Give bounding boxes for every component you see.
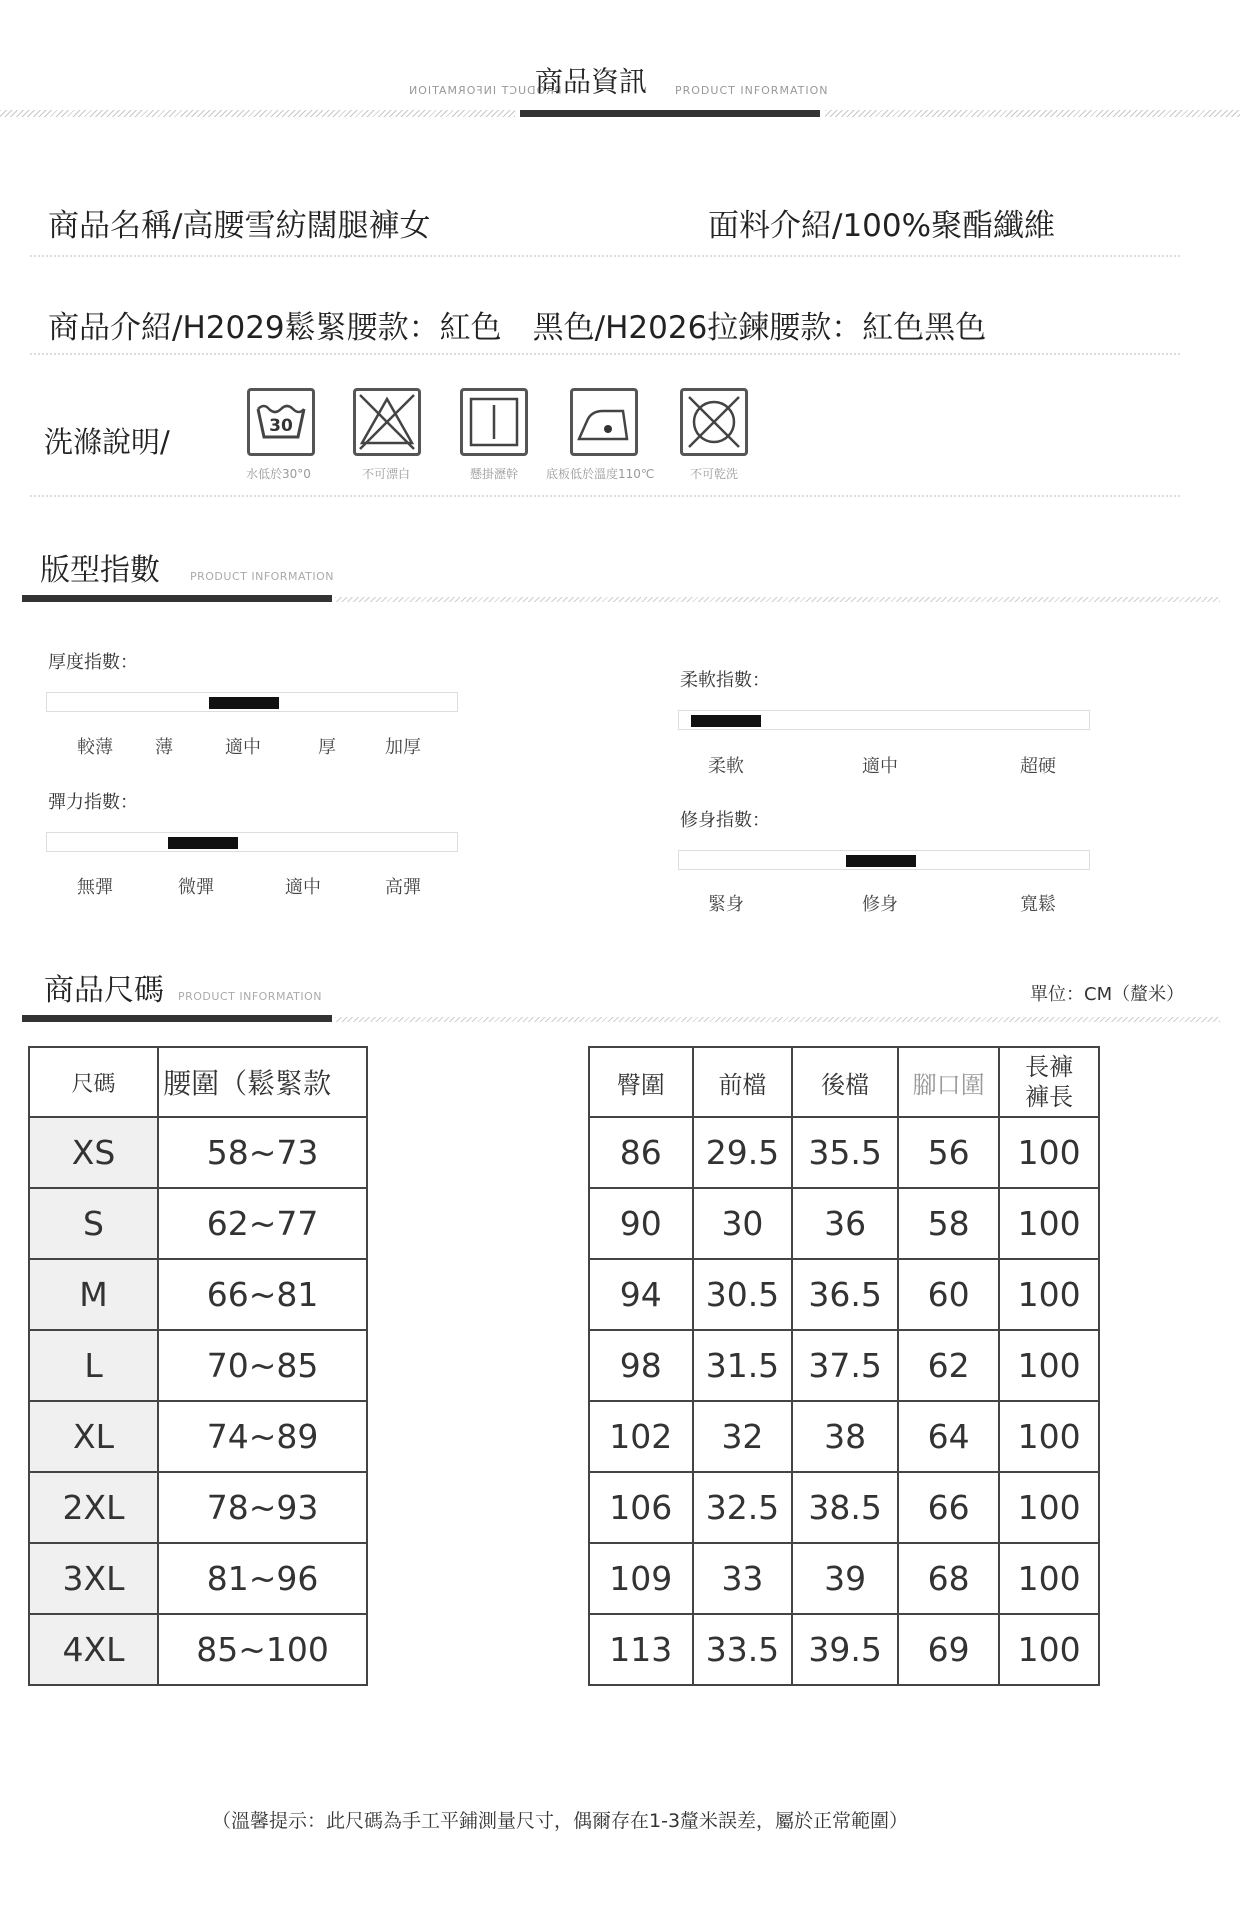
cell: 39.5 bbox=[792, 1614, 898, 1685]
softness-gauge bbox=[678, 710, 1090, 730]
table-row bbox=[29, 1188, 367, 1259]
iron-low-icon bbox=[570, 388, 638, 456]
section-bar bbox=[22, 1015, 332, 1022]
cell: 35.5 bbox=[792, 1117, 898, 1188]
cell: 86 bbox=[589, 1117, 693, 1188]
cell: 69 bbox=[898, 1614, 999, 1685]
gauge-tick: 較薄 bbox=[77, 737, 113, 758]
page-title: 商品資訊 bbox=[535, 65, 648, 98]
care-caption: 不可漂白 bbox=[362, 467, 411, 481]
size-section-title: 商品尺碼 bbox=[44, 973, 164, 1008]
gauge-tick: 超硬 bbox=[1020, 756, 1056, 777]
cell: 100 bbox=[999, 1614, 1099, 1685]
cell: 30.5 bbox=[693, 1259, 793, 1330]
table-row bbox=[29, 1117, 367, 1188]
softness-label: 柔軟指數： bbox=[680, 670, 770, 691]
waist-cell: 85~100 bbox=[158, 1614, 367, 1685]
thickness-indicator bbox=[209, 697, 279, 709]
cell: 94 bbox=[589, 1259, 693, 1330]
cell: 98 bbox=[589, 1330, 693, 1401]
gauge-tick: 適中 bbox=[862, 756, 898, 777]
product-fabric: 面料介紹/100%聚酯纖維 bbox=[708, 208, 1056, 244]
fit-section-title: 版型指數 bbox=[40, 553, 160, 588]
header-length: 長褲 褲長 bbox=[999, 1047, 1099, 1117]
table-row bbox=[589, 1259, 1099, 1330]
size-cell: XS bbox=[29, 1117, 158, 1188]
wash-temp-text: 30 bbox=[269, 416, 293, 436]
gauge-tick: 緊身 bbox=[708, 894, 744, 915]
header-front-rise: 前檔 bbox=[693, 1047, 793, 1117]
header-leg-opening: 腳口圍 bbox=[898, 1047, 999, 1117]
cell: 66 bbox=[898, 1472, 999, 1543]
cell: 64 bbox=[898, 1401, 999, 1472]
wash-30-icon bbox=[247, 388, 315, 456]
cell: 100 bbox=[999, 1401, 1099, 1472]
table-row bbox=[589, 1117, 1099, 1188]
section-hatch bbox=[335, 1017, 1220, 1022]
cell: 100 bbox=[999, 1472, 1099, 1543]
gauge-tick: 適中 bbox=[225, 737, 261, 758]
cell: 36 bbox=[792, 1188, 898, 1259]
waist-cell: 58~73 bbox=[158, 1117, 367, 1188]
table-row bbox=[589, 1614, 1099, 1685]
size-cell: XL bbox=[29, 1401, 158, 1472]
divider bbox=[30, 495, 1180, 497]
thickness-gauge bbox=[46, 692, 458, 712]
cell: 90 bbox=[589, 1188, 693, 1259]
header-hatch-left bbox=[0, 110, 515, 117]
cell: 62 bbox=[898, 1330, 999, 1401]
product-name: 商品名稱/高腰雪紡闊腿褲女 bbox=[48, 208, 431, 244]
elasticity-label: 彈力指數： bbox=[48, 792, 138, 813]
header-sub-left: PRODUCT INFORMATION bbox=[408, 84, 562, 97]
elasticity-gauge bbox=[46, 832, 458, 852]
waist-cell: 62~77 bbox=[158, 1188, 367, 1259]
table-row bbox=[589, 1472, 1099, 1543]
cell: 100 bbox=[999, 1117, 1099, 1188]
wash-label: 洗滌說明/ bbox=[44, 425, 170, 459]
table-header-row bbox=[589, 1047, 1099, 1117]
cell: 102 bbox=[589, 1401, 693, 1472]
elasticity-indicator bbox=[168, 837, 238, 849]
waist-cell: 66~81 bbox=[158, 1259, 367, 1330]
cell: 58 bbox=[898, 1188, 999, 1259]
cell: 68 bbox=[898, 1543, 999, 1614]
cell: 100 bbox=[999, 1188, 1099, 1259]
gauge-tick: 柔軟 bbox=[708, 756, 744, 777]
table-row bbox=[589, 1543, 1099, 1614]
size-table-left bbox=[28, 1046, 368, 1686]
table-row bbox=[29, 1259, 367, 1330]
cell: 36.5 bbox=[792, 1259, 898, 1330]
cell: 31.5 bbox=[693, 1330, 793, 1401]
cell: 113 bbox=[589, 1614, 693, 1685]
size-cell: 3XL bbox=[29, 1543, 158, 1614]
table-row bbox=[29, 1543, 367, 1614]
cell: 60 bbox=[898, 1259, 999, 1330]
table-row bbox=[29, 1401, 367, 1472]
gauge-tick: 厚 bbox=[318, 737, 336, 758]
table-row bbox=[589, 1401, 1099, 1472]
waist-cell: 70~85 bbox=[158, 1330, 367, 1401]
care-caption: 不可乾洗 bbox=[690, 467, 739, 481]
gauge-tick: 薄 bbox=[155, 737, 173, 758]
size-cell: 4XL bbox=[29, 1614, 158, 1685]
waist-cell: 78~93 bbox=[158, 1472, 367, 1543]
cell: 38.5 bbox=[792, 1472, 898, 1543]
care-caption: 水低於30°0 bbox=[246, 467, 311, 481]
header-size: 尺碼 bbox=[29, 1047, 158, 1117]
cell: 29.5 bbox=[693, 1117, 793, 1188]
cell: 38 bbox=[792, 1401, 898, 1472]
thickness-label: 厚度指數： bbox=[48, 652, 138, 673]
care-caption: 底板低於溫度110℃ bbox=[546, 467, 655, 481]
gauge-tick: 無彈 bbox=[77, 877, 113, 898]
section-bar bbox=[22, 595, 332, 602]
fit-indicator bbox=[846, 855, 916, 867]
header-hip: 臀圍 bbox=[589, 1047, 693, 1117]
size-cell: S bbox=[29, 1188, 158, 1259]
unit-label: 單位：CM（釐米） bbox=[1030, 984, 1185, 1005]
hang-dry-icon bbox=[460, 388, 528, 456]
softness-indicator bbox=[691, 715, 761, 727]
cell: 33.5 bbox=[693, 1614, 793, 1685]
cell: 30 bbox=[693, 1188, 793, 1259]
header-waist: 腰圍（鬆緊款 bbox=[158, 1047, 367, 1117]
no-tumble-dry-icon bbox=[680, 388, 748, 456]
section-hatch bbox=[335, 597, 1220, 602]
waist-cell: 81~96 bbox=[158, 1543, 367, 1614]
gauge-tick: 加厚 bbox=[385, 737, 421, 758]
table-row bbox=[29, 1330, 367, 1401]
header-sub-right: PRODUCT INFORMATION bbox=[675, 84, 829, 97]
cell: 32.5 bbox=[693, 1472, 793, 1543]
gauge-tick: 寬鬆 bbox=[1020, 894, 1056, 915]
fit-section-sub: PRODUCT INFORMATION bbox=[190, 570, 334, 583]
divider bbox=[30, 255, 1180, 257]
gauge-tick: 微彈 bbox=[178, 877, 214, 898]
cell: 39 bbox=[792, 1543, 898, 1614]
no-bleach-icon bbox=[353, 388, 421, 456]
cell: 32 bbox=[693, 1401, 793, 1472]
size-cell: L bbox=[29, 1330, 158, 1401]
care-caption: 懸掛瀝幹 bbox=[470, 467, 519, 481]
cell: 100 bbox=[999, 1543, 1099, 1614]
product-desc: 商品介紹/H2029鬆緊腰款：紅色 黑色/H2026拉鍊腰款：紅色黑色 bbox=[48, 310, 987, 346]
size-cell: M bbox=[29, 1259, 158, 1330]
size-table-right bbox=[588, 1046, 1100, 1686]
gauge-tick: 適中 bbox=[285, 877, 321, 898]
table-header-row bbox=[29, 1047, 367, 1117]
fit-label: 修身指數： bbox=[680, 810, 770, 831]
cell: 56 bbox=[898, 1117, 999, 1188]
cell: 100 bbox=[999, 1259, 1099, 1330]
size-section-sub: PRODUCT INFORMATION bbox=[178, 990, 322, 1003]
gauge-tick: 修身 bbox=[862, 894, 898, 915]
waist-cell: 74~89 bbox=[158, 1401, 367, 1472]
cell: 109 bbox=[589, 1543, 693, 1614]
cell: 37.5 bbox=[792, 1330, 898, 1401]
header-bar bbox=[520, 110, 820, 117]
size-tip: （溫馨提示：此尺碼為手工平鋪測量尺寸，偶爾存在1-3釐米誤差，屬於正常範圍） bbox=[212, 1810, 909, 1832]
header-back-rise: 後檔 bbox=[792, 1047, 898, 1117]
size-cell: 2XL bbox=[29, 1472, 158, 1543]
cell: 33 bbox=[693, 1543, 793, 1614]
table-row bbox=[589, 1188, 1099, 1259]
divider bbox=[30, 353, 1180, 355]
table-row bbox=[29, 1472, 367, 1543]
table-row bbox=[589, 1330, 1099, 1401]
table-row bbox=[29, 1614, 367, 1685]
cell: 100 bbox=[999, 1330, 1099, 1401]
gauge-tick: 高彈 bbox=[385, 877, 421, 898]
header-hatch-right bbox=[825, 110, 1240, 117]
fit-gauge bbox=[678, 850, 1090, 870]
cell: 106 bbox=[589, 1472, 693, 1543]
